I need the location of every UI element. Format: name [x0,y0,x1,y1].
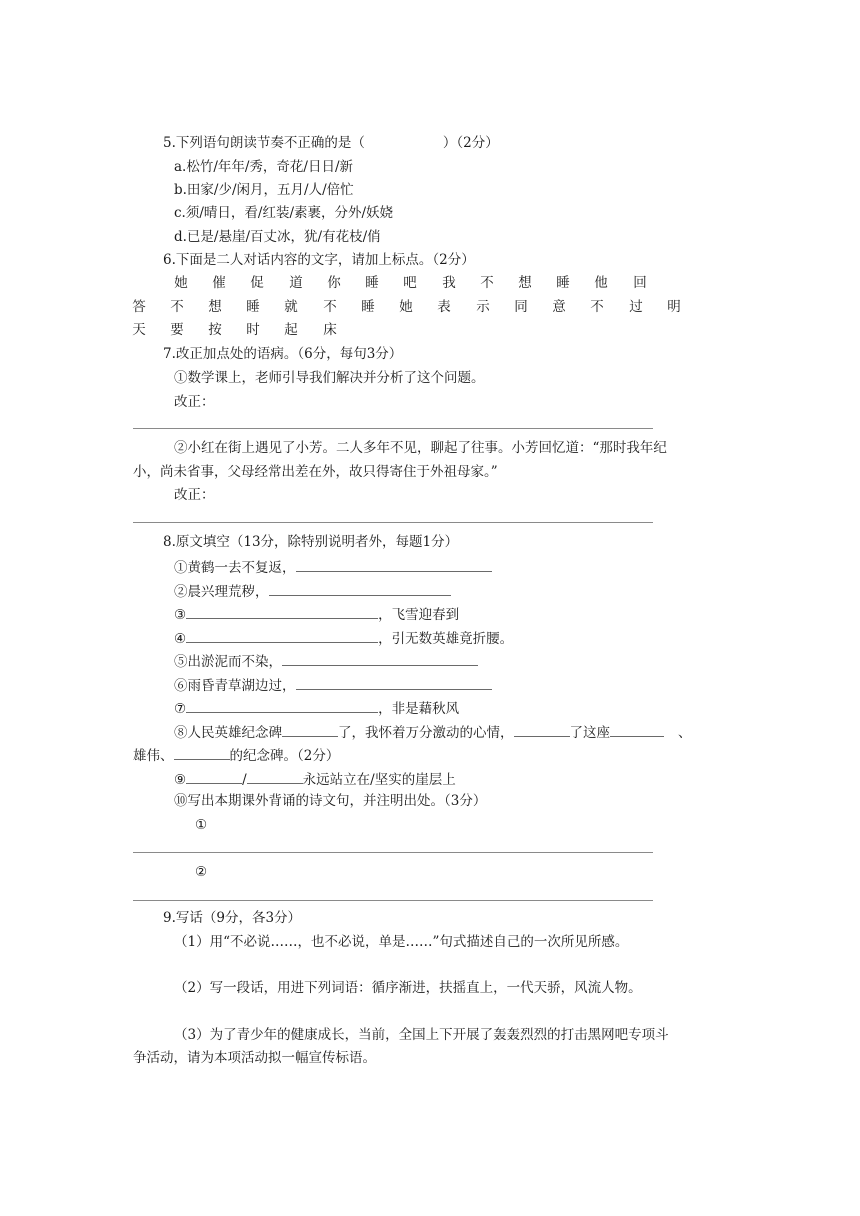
q6-char: 不 [480,275,494,291]
q9-item-1: （1）用“不必说……，也不必说，单是……”句式描述自己的一次所见所感。 [174,934,629,950]
q6-char: 明 [667,299,681,315]
q8-stem: 8.原文填空（13分，除特别说明者外，每题1分） [163,534,459,550]
fill-blank[interactable] [610,721,664,737]
fill-blank[interactable] [296,674,492,690]
q8-item-5: ⑤出淤泥而不染， [174,650,478,670]
q6-char: 意 [552,299,566,315]
q6-character-row-2 [0,297,860,317]
fill-blank[interactable] [186,768,242,784]
fill-blank[interactable] [186,603,378,619]
fill-blank[interactable] [186,697,378,713]
q6-char: 想 [208,299,222,315]
q8-item-10: ⑩写出本期课外背诵的诗文句，并注明出处。（3分） [174,793,487,809]
q6-char: 按 [208,322,222,338]
q7-sentence-2-line-1: ②小红在街上遇见了小芳。二人多年不见，聊起了往事。小芳回忆道：“那时我年纪 [174,440,667,456]
q6-char: 要 [170,322,184,338]
q6-char: 表 [437,299,451,315]
q6-stem: 6.下面是二人对话内容的文字，请加上标点。（2分） [163,252,475,268]
q6-char: 我 [442,275,456,291]
q9-item-2: （2）写一段话，用进下列词语：循序渐进，扶摇直上，一代天骄，风流人物。 [174,980,642,996]
q6-char: 睡 [365,275,379,291]
q8-item-3: ③ ，飞雪迎春到 [174,603,459,623]
q8-item-4: ④ ，引无数英雄竟折腰。 [174,627,513,647]
q8-answer-line-1[interactable] [133,852,653,853]
q6-character-row-1 [0,273,860,293]
fill-blank[interactable] [282,721,338,737]
q8-item-7: ⑦ ，非是藉秋风 [174,697,459,717]
q6-char: 回 [633,275,647,291]
q7-sentence-1: ①数学课上，老师引导我们解决并分析了这个问题。 [174,370,485,386]
q6-char: 催 [212,275,226,291]
q8-item-10-sub-2: ② [195,864,208,880]
q5-stem: 5.下列语句朗读节奏不正确的是（ ）（2分） [163,135,499,151]
q5-option-c: c.须/晴日，看/红装/素裹，分外/妖娆 [174,205,394,221]
q6-char: 答 [132,299,146,315]
q8-item-2: ②晨兴理荒秽， [174,580,451,600]
q5-option-d: d.已是/悬崖/百丈冰，犹/有花枝/俏 [174,229,381,245]
q6-char: 不 [590,299,604,315]
fill-blank[interactable] [186,627,378,643]
q8-item-10-sub-1: ① [195,817,208,833]
q6-char: 不 [170,299,184,315]
q6-char: 睡 [361,299,375,315]
q6-char: 过 [629,299,643,315]
q7-sentence-2-line-2: 小，尚未省事，父母经常出差在外，故只得寄住于外祖母家。” [133,464,498,480]
q6-char: 他 [594,275,608,291]
q8-item-8-line-2: 雄伟、 的纪念碑。（2分） [133,744,339,764]
q6-char: 睡 [556,275,570,291]
fill-blank[interactable] [247,768,303,784]
q5-option-a: a.松竹/年年/秀，奇花/日日/新 [174,159,354,175]
q6-char: 道 [289,275,303,291]
q5-option-b: b.田家/少/闲月，五月/人/倍忙 [174,182,354,198]
q9-item-3-line-2: 争活动，请为本项活动拟一幅宣传标语。 [133,1050,376,1066]
q6-char: 她 [174,275,188,291]
q6-char: 起 [284,322,298,338]
q7-answer-line-1[interactable] [133,428,653,429]
q6-char: 想 [518,275,532,291]
q6-char: 促 [250,275,264,291]
q6-char: 睡 [246,299,260,315]
q7-answer-line-2[interactable] [133,522,653,523]
q7-correction-label-2: 改正： [174,487,215,503]
fill-blank[interactable] [296,556,492,572]
q6-character-row-3 [0,320,860,340]
q8-item-8-line-1: ⑧人民英雄纪念碑 了，我怀着万分激动的心情， 了这座 、 [174,721,692,741]
q9-item-3-line-1: （3）为了青少年的健康成长，当前，全国上下开展了轰轰烈烈的打击黑网吧专项斗 [174,1027,669,1043]
q6-char: 不 [323,299,337,315]
q8-answer-line-2[interactable] [133,900,653,901]
q6-char: 示 [476,299,490,315]
q6-char: 天 [132,322,146,338]
q8-item-6: ⑥雨昏青草湖边过， [174,674,492,694]
q6-char: 吧 [403,275,417,291]
q6-char: 你 [327,275,341,291]
q6-char: 床 [323,322,337,338]
q7-correction-label-1: 改正： [174,394,215,410]
q6-char: 她 [399,299,413,315]
fill-blank[interactable] [514,721,570,737]
q7-stem: 7.改正加点处的语病。（6分，每句3分） [163,346,403,362]
fill-blank[interactable] [282,650,478,666]
q6-char: 就 [284,299,298,315]
fill-blank[interactable] [269,580,451,596]
q8-item-1: ①黄鹤一去不复返， [174,556,492,576]
q8-item-9: ⑨ / 永远站立在/坚实的崖层上 [174,768,456,788]
q9-stem: 9.写话（9分，各3分） [163,910,302,926]
q6-char: 同 [514,299,528,315]
q6-char: 时 [246,322,260,338]
fill-blank[interactable] [174,744,230,760]
